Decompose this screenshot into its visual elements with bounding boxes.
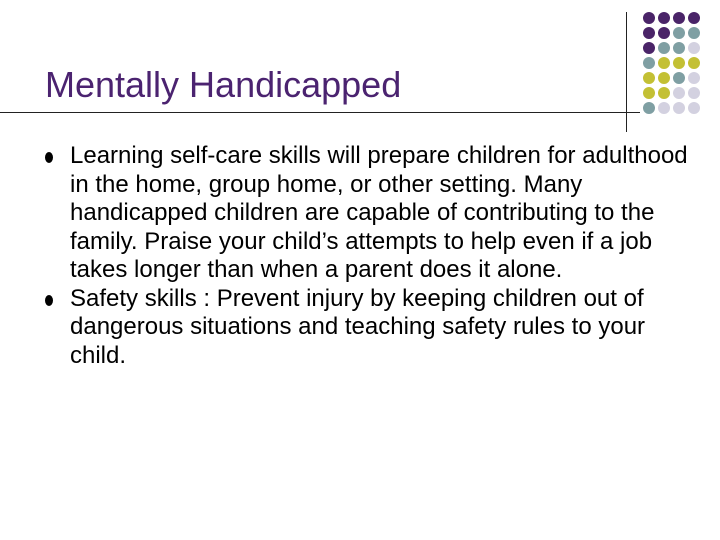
slide-title: Mentally Handicapped xyxy=(45,64,402,105)
title-divider xyxy=(0,112,640,113)
decorative-dot xyxy=(688,12,700,24)
decorative-dot xyxy=(658,57,670,69)
decorative-dot xyxy=(658,102,670,114)
decorative-dot xyxy=(673,57,685,69)
decorative-dot xyxy=(643,12,655,24)
bullet-dot-icon xyxy=(45,152,53,163)
decorative-dot xyxy=(658,87,670,99)
decorative-dot xyxy=(643,27,655,39)
decorative-dot xyxy=(658,12,670,24)
decorative-dot xyxy=(658,72,670,84)
decorative-dot xyxy=(688,102,700,114)
decorative-dot xyxy=(673,27,685,39)
decorative-dot xyxy=(688,27,700,39)
decorative-dot xyxy=(673,42,685,54)
bullet-text: Safety skills : Prevent injury by keeping children out of dangerous situations and teaching safety rules to your child. xyxy=(70,284,646,369)
decorative-dot xyxy=(673,12,685,24)
decorative-dot xyxy=(658,27,670,39)
decorative-dot xyxy=(673,87,685,99)
bullet-dot-icon xyxy=(45,295,53,306)
decorative-dot xyxy=(643,57,655,69)
vertical-divider xyxy=(626,12,627,132)
decorative-dot xyxy=(688,72,700,84)
decorative-dot xyxy=(688,42,700,54)
bullet-item xyxy=(45,142,695,285)
decorative-dot-grid xyxy=(640,10,720,120)
decorative-dot xyxy=(688,87,700,99)
decorative-dot xyxy=(643,87,655,99)
decorative-dot xyxy=(643,102,655,114)
decorative-dot xyxy=(673,102,685,114)
bullet-text: Learning self-care skills will prepare children for adulthood in the home, group home, or other setting. Many handicapped children are capable of contributing to the family. Praise your child’s attempts to help even if a job takes longer than when a parent does it alone. xyxy=(70,142,688,283)
decorative-dot xyxy=(658,42,670,54)
decorative-dot xyxy=(688,57,700,69)
decorative-dot xyxy=(673,72,685,84)
decorative-dot xyxy=(643,72,655,84)
bullet-list xyxy=(45,142,695,370)
bullet-item xyxy=(45,285,695,371)
decorative-dot xyxy=(643,42,655,54)
